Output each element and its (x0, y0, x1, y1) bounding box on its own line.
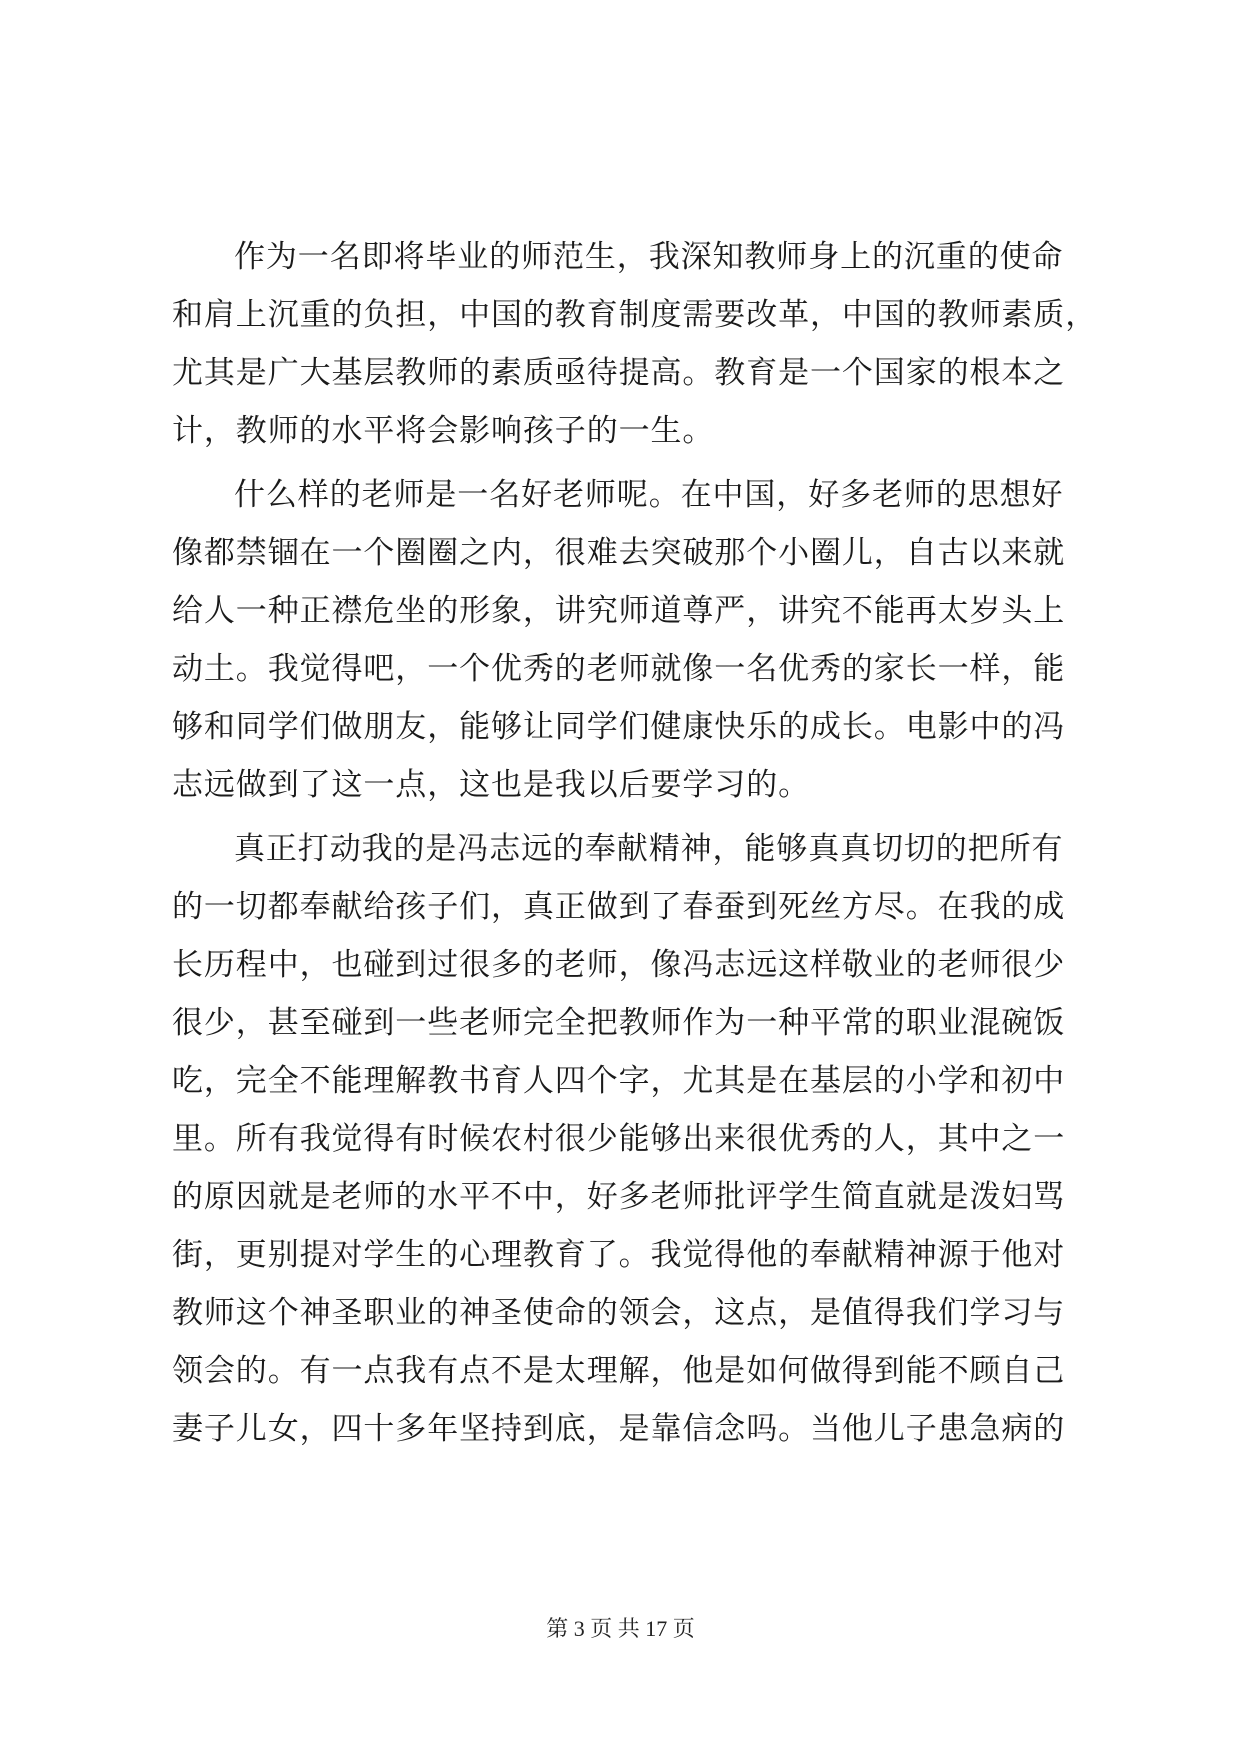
text-line: 的一切都奉献给孩子们，真正做到了春蚕到死丝方尽。在我的成 (172, 889, 1066, 925)
text-line: 和肩上沉重的负担，中国的教育制度需要改革，中国的教师素质， (172, 297, 1098, 333)
text-line: 妻子儿女，四十多年坚持到底，是靠信念吗。当他儿子患急病的 (172, 1411, 1066, 1447)
text-line: 动土。我觉得吧，一个优秀的老师就像一名优秀的家长一样，能 (172, 651, 1066, 687)
paragraph-1 (172, 228, 1098, 460)
text-line: 很少，甚至碰到一些老师完全把教师作为一种平常的职业混碗饭 (172, 1005, 1066, 1041)
text-line: 志远做到了这一点，这也是我以后要学习的。 (172, 767, 810, 803)
text-line: 街，更别提对学生的心理教育了。我觉得他的奉献精神源于他对 (172, 1237, 1066, 1273)
text-line: 真正打动我的是冯志远的奉献精神，能够真真切切的把所有 (234, 831, 1064, 867)
body-text (172, 228, 1098, 1464)
text-line: 什么样的老师是一名好老师呢。在中国，好多老师的思想好 (234, 477, 1064, 513)
text-line: 够和同学们做朋友，能够让同学们健康快乐的成长。电影中的冯 (172, 709, 1066, 745)
text-line: 给人一种正襟危坐的形象，讲究师道尊严，讲究不能再太岁头上 (172, 593, 1066, 629)
text-line: 吃，完全不能理解教书育人四个字，尤其是在基层的小学和初中 (172, 1063, 1066, 1099)
text-line: 教师这个神圣职业的神圣使命的领会，这点，是值得我们学习与 (172, 1295, 1066, 1331)
text-line: 作为一名即将毕业的师范生，我深知教师身上的沉重的使命 (234, 239, 1064, 275)
text-line: 领会的。有一点我有点不是太理解，他是如何做得到能不顾自己 (172, 1353, 1066, 1389)
paragraph-3 (172, 820, 1072, 1458)
text-line: 的原因就是老师的水平不中，好多老师批评学生简直就是泼妇骂 (172, 1179, 1066, 1215)
text-line: 里。所有我觉得有时候农村很少能够出来很优秀的人，其中之一 (172, 1121, 1066, 1157)
paragraph-2 (172, 466, 1072, 814)
text-line: 计，教师的水平将会影响孩子的一生。 (172, 413, 715, 449)
page-number-footer: 第 3 页 共 17 页 (546, 1616, 695, 1641)
text-line: 像都禁锢在一个圈圈之内，很难去突破那个小圈儿，自古以来就 (172, 535, 1066, 571)
text-line: 尤其是广大基层教师的素质亟待提高。教育是一个国家的根本之 (172, 355, 1066, 391)
text-line: 长历程中，也碰到过很多的老师，像冯志远这样敬业的老师很少 (172, 947, 1066, 983)
